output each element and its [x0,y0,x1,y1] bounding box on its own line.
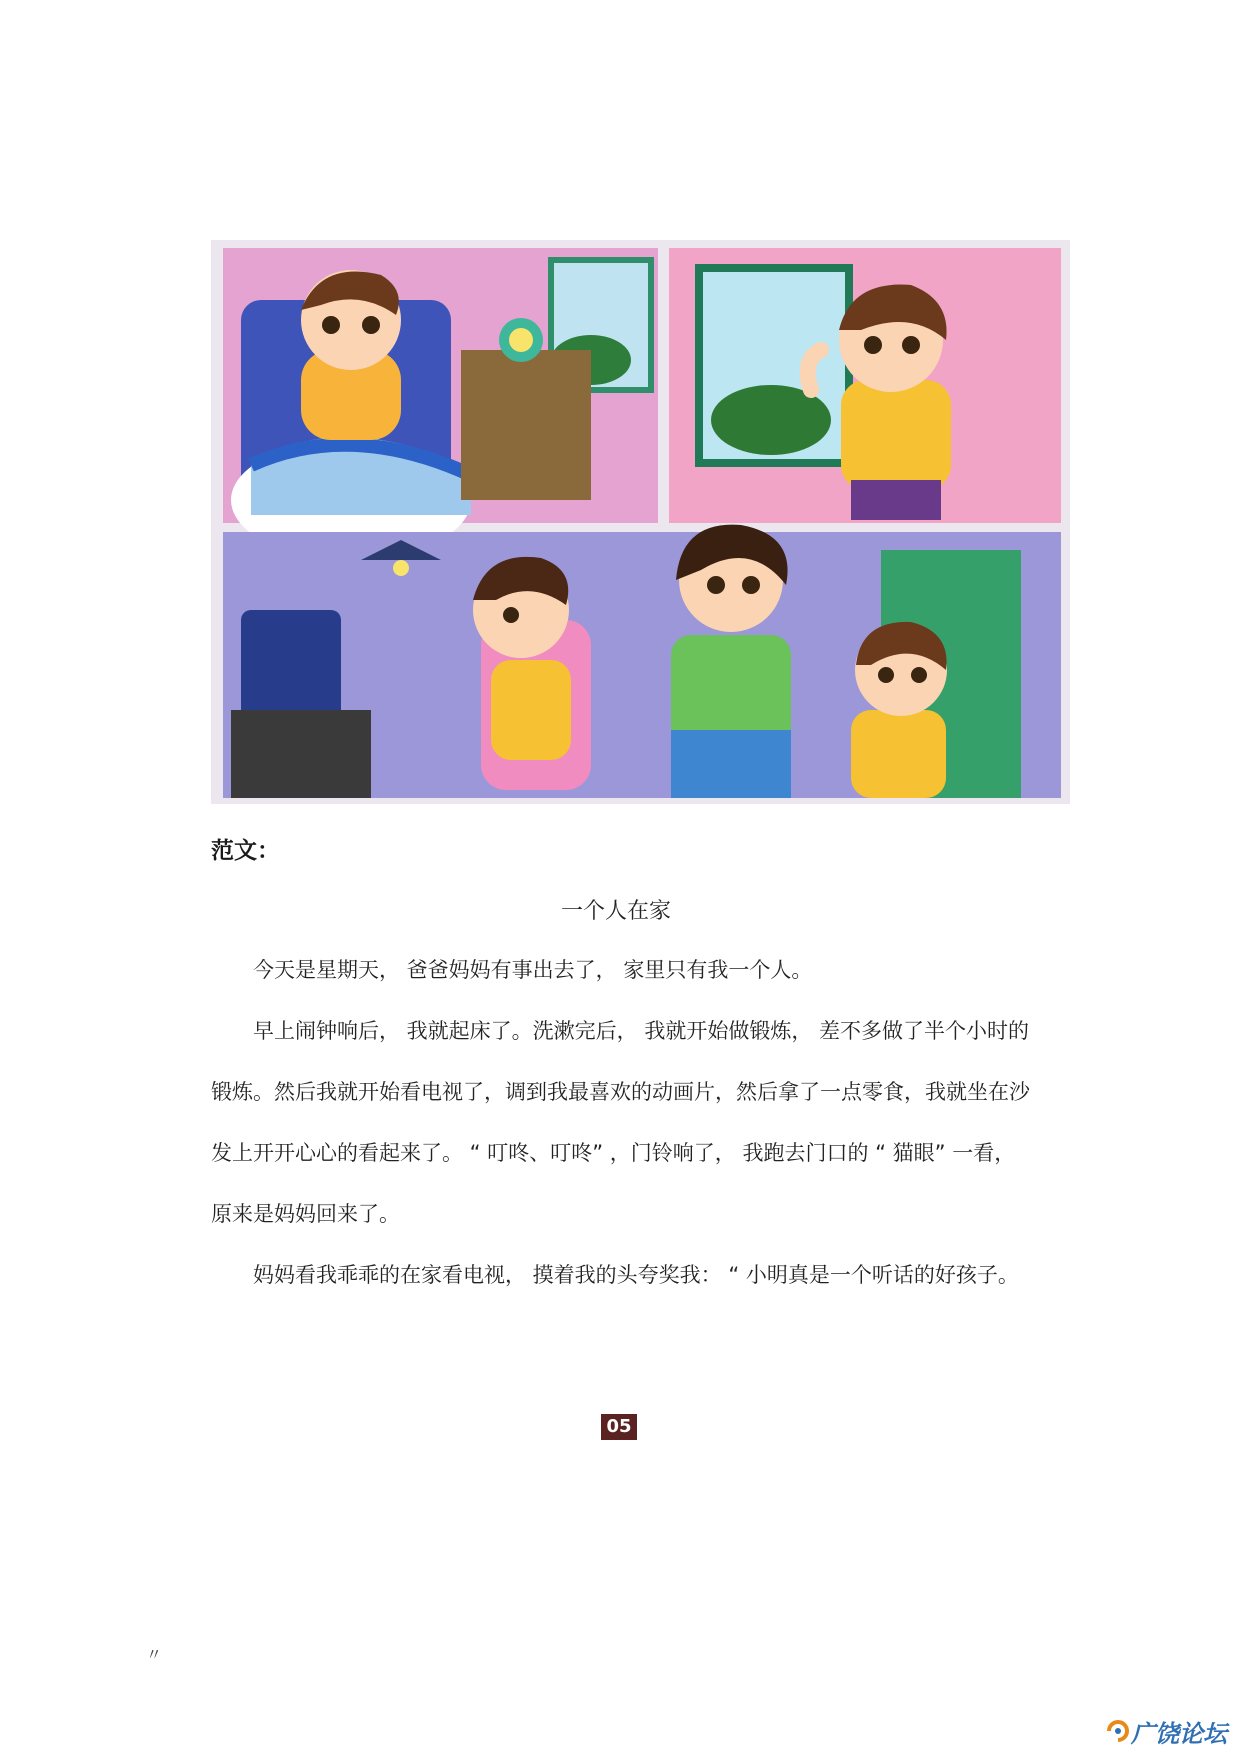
model-essay-label: 范文： [211,838,280,864]
watermark-logo-icon [1105,1716,1131,1746]
panel-exercise [669,248,1061,523]
essay-body [211,940,1031,1306]
essay-paragraph: 妈妈看我乖乖的在家看电视， 摸着我的头夸奖我： “ 小明真是一个听话的好孩子。 [253,1263,1019,1287]
page-number: 05 [601,1414,637,1440]
essay-title: 一个人在家 [560,899,671,924]
essay-paragraph: 早上闹钟响后， 我就起床了。洗漱完后， 我就开始做锻炼， 差不多做了半个小时的锻炼。然后我就开始看电视了，调到我最喜欢的动画片，然后拿了一点零食，我就坐在沙发上开开心心的看起来了。 “ 叮咚、叮咚” ，门铃响了， 我跑去门口的 “ 猫眼” 一看， 原来是妈妈回来了。 [211,1019,1030,1226]
essay-paragraph: 今天是星期天， 爸爸妈妈有事出去了， 家里只有我一个人。 [253,958,813,982]
stray-mark: 〃 [146,1645,163,1664]
comic-illustration [211,240,1070,804]
watermark-text: 广饶论坛 [1131,1720,1227,1748]
panel-wake-up [223,248,658,560]
panel-tv-mum [223,525,1061,798]
watermark [1105,1712,1235,1748]
